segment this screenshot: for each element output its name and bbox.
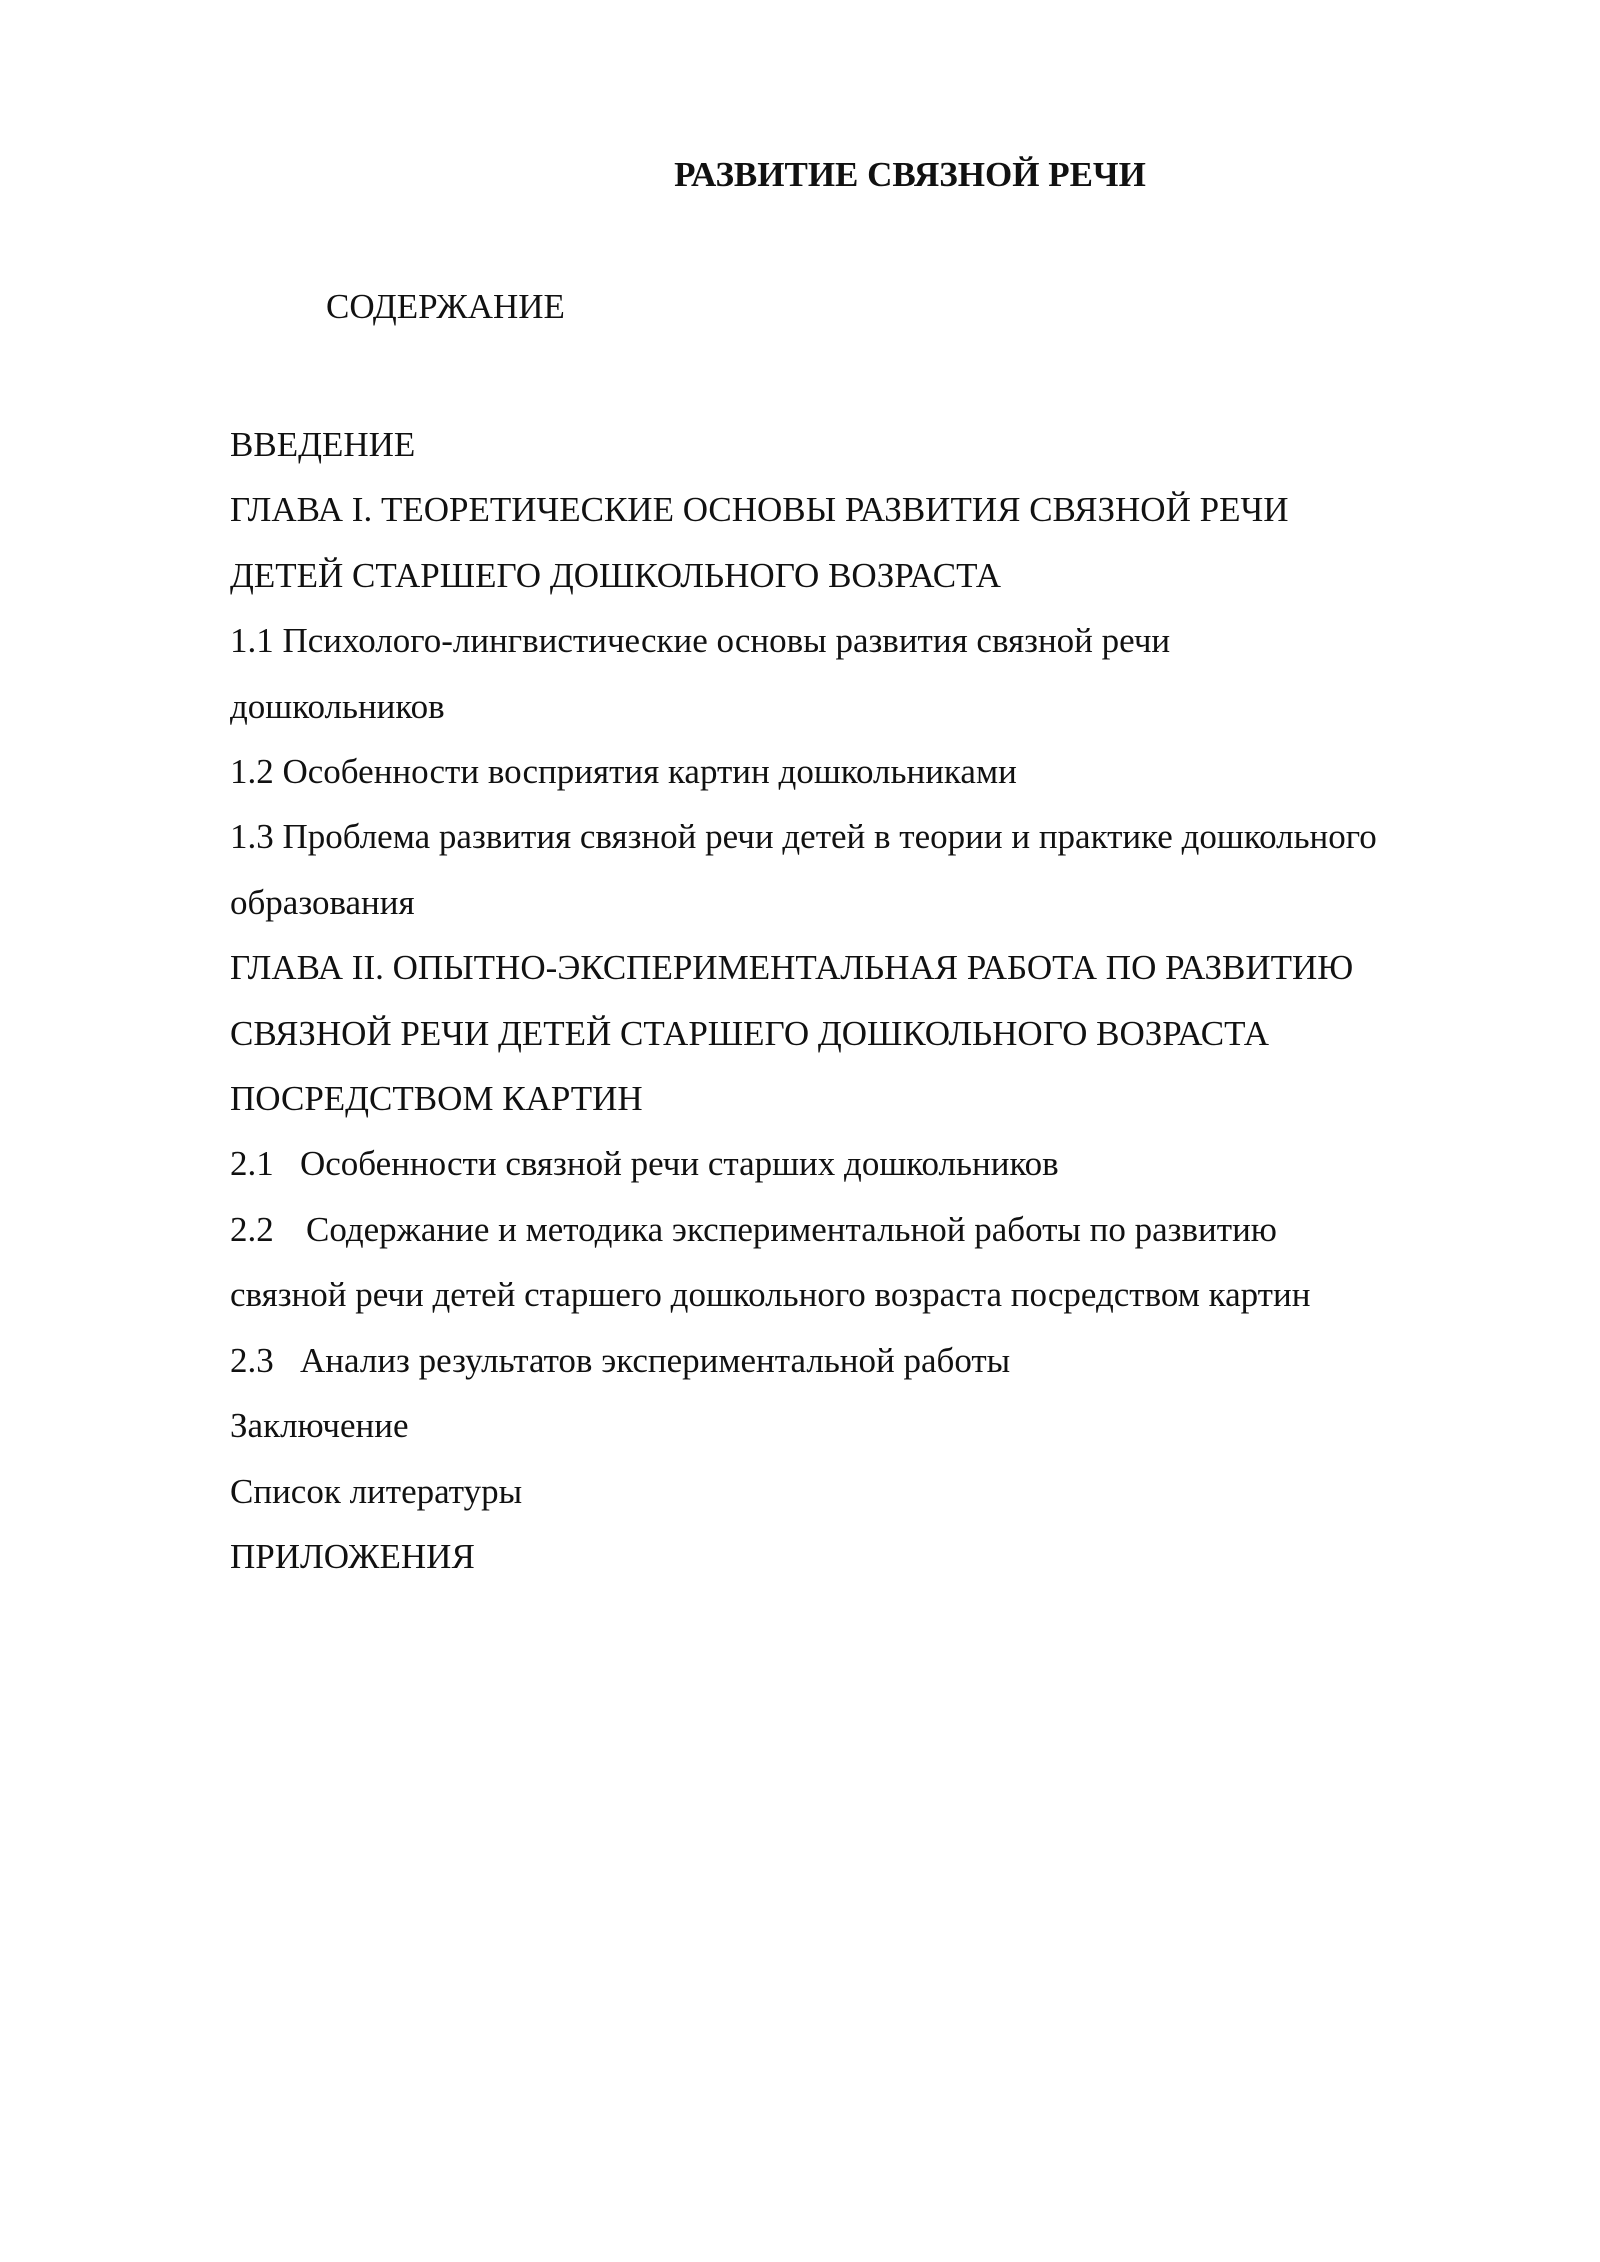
toc-number: 2.1 bbox=[230, 1144, 274, 1184]
toc-line-chapter-2-cont: СВЯЗНОЙ РЕЧИ ДЕТЕЙ СТАРШЕГО ДОШКОЛЬНОГО ВОЗРАСТА bbox=[230, 1013, 1270, 1053]
table-of-contents bbox=[230, 412, 1520, 1589]
toc-line-chapter-2-cont2: ПОСРЕДСТВОМ КАРТИН bbox=[230, 1079, 643, 1119]
toc-line-introduction: ВВЕДЕНИЕ bbox=[230, 425, 416, 464]
toc-line-appendices: ПРИЛОЖЕНИЯ bbox=[230, 1536, 475, 1576]
toc-line-section-1-3-cont: образования bbox=[230, 882, 415, 922]
toc-line-section-2-2-cont: связной речи детей старшего дошкольного возраста посредством картин bbox=[230, 1275, 1311, 1315]
toc-line-section-2-1: 2.1 Особенности связной речи старших дошкольников bbox=[230, 1131, 1520, 1196]
toc-line-conclusion: Заключение bbox=[230, 1406, 409, 1446]
toc-line-section-1-3: 1.3 Проблема развития связной речи детей в теории и практике дошкольного bbox=[230, 817, 1377, 857]
toc-number: 2.2 bbox=[230, 1209, 274, 1249]
toc-line-chapter-1: ГЛАВА I. ТЕОРЕТИЧЕСКИЕ ОСНОВЫ РАЗВИТИЯ СВЯЗНОЙ РЕЧИ bbox=[230, 490, 1289, 530]
toc-line-section-1-2: 1.2 Особенности восприятия картин дошкольниками bbox=[230, 752, 1017, 792]
document-title: РАЗВИТИЕ СВЯЗНОЙ РЕЧИ bbox=[674, 155, 1146, 194]
toc-line-chapter-1-cont: ДЕТЕЙ СТАРШЕГО ДОШКОЛЬНОГО ВОЗРАСТА bbox=[230, 555, 1002, 595]
toc-line-references: Список литературы bbox=[230, 1471, 523, 1511]
toc-number: 2.3 bbox=[230, 1340, 274, 1380]
toc-line-section-1-1-cont: дошкольников bbox=[230, 686, 445, 726]
toc-line-chapter-2: ГЛАВА II. ОПЫТНО-ЭКСПЕРИМЕНТАЛЬНАЯ РАБОТА ПО РАЗВИТИЮ bbox=[230, 948, 1354, 988]
toc-line-section-2-2: 2.2 Содержание и методика экспериментальной работы по развитию bbox=[230, 1197, 1520, 1262]
toc-line-section-2-3: 2.3 Анализ результатов экспериментальной работы bbox=[230, 1328, 1520, 1393]
toc-line-section-1-1: 1.1 Психолого-лингвистические основы развития связной речи bbox=[230, 621, 1171, 661]
toc-heading: СОДЕРЖАНИЕ bbox=[326, 287, 565, 326]
